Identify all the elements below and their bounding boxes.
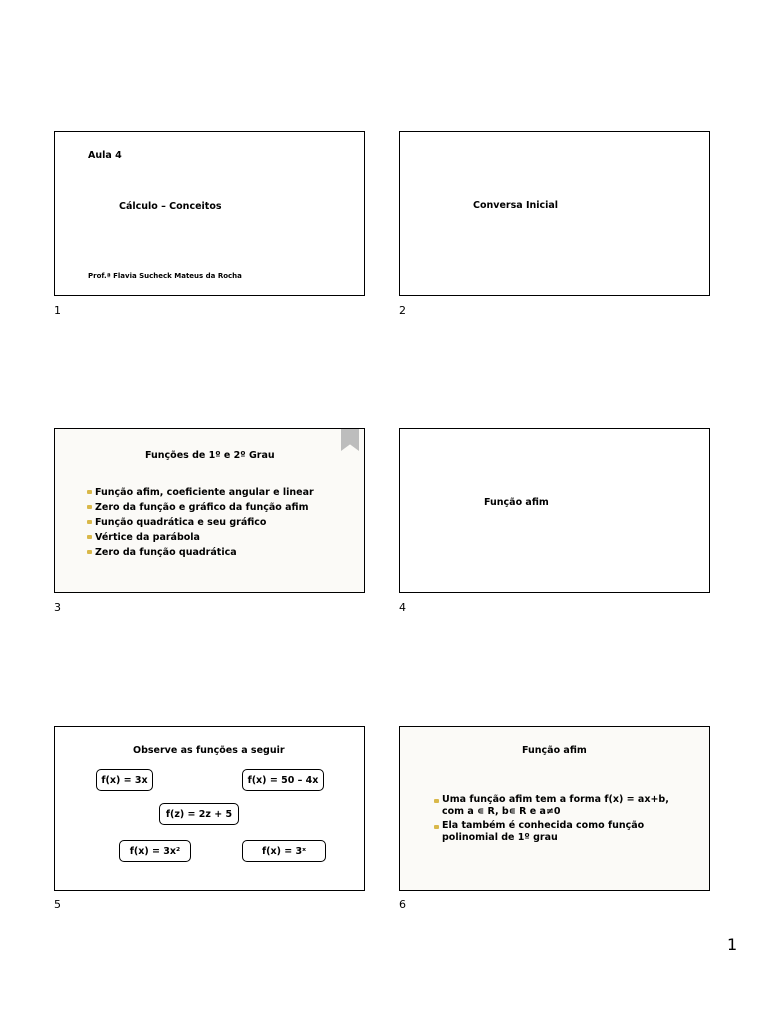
slide-2 (399, 131, 710, 296)
page-number: 1 (727, 935, 738, 954)
function-box: f(z) = 2z + 5 (159, 803, 239, 825)
slide-6-bullet-list (434, 794, 669, 844)
list-item: Função quadrática e seu gráfico (87, 515, 314, 530)
slide-6-title: Função afim (522, 745, 587, 756)
slide-4-title: Função afim (484, 497, 549, 508)
slide-3-number: 3 (54, 601, 61, 614)
list-item-continuation: com a ∊ R, b∊ R e a≠0 (442, 806, 561, 817)
slide-5 (54, 726, 365, 891)
slide-1-author: Prof.ª Flavia Sucheck Mateus da Rocha (88, 272, 242, 280)
function-box: f(x) = 3x² (119, 840, 191, 862)
slide-6 (399, 726, 710, 891)
slide-4-number: 4 (399, 601, 406, 614)
list-item: Vértice da parábola (87, 530, 314, 545)
slide-3-bullet-list (87, 485, 314, 560)
slide-2-title: Conversa Inicial (473, 200, 559, 211)
slide-3 (54, 428, 365, 593)
slide-4 (399, 428, 710, 593)
list-item: Função afim, coeficiente angular e linear (87, 485, 314, 500)
list-item: Ela também é conhecida como função (434, 820, 669, 832)
function-box: f(x) = 3x (96, 769, 153, 791)
slide-3-title: Funções de 1º e 2º Grau (145, 450, 275, 461)
slide-5-title: Observe as funções a seguir (133, 745, 285, 756)
slide-1-title: Cálculo – Conceitos (119, 201, 222, 212)
slide-5-number: 5 (54, 898, 61, 911)
function-box: f(x) = 3ˣ (242, 840, 326, 862)
slide-1 (54, 131, 365, 296)
list-item: Zero da função quadrática (87, 545, 314, 560)
slide-2-number: 2 (399, 304, 406, 317)
list-item: Uma função afim tem a forma f(x) = ax+b, (434, 794, 669, 806)
list-item: Zero da função e gráfico da função afim (87, 500, 314, 515)
slide-1-lesson: Aula 4 (88, 150, 122, 161)
slide-6-number: 6 (399, 898, 406, 911)
function-box: f(x) = 50 – 4x (242, 769, 324, 791)
slide-1-number: 1 (54, 304, 61, 317)
list-item-continuation: polinomial de 1º grau (442, 832, 558, 843)
bookmark-ribbon-icon (341, 429, 359, 451)
